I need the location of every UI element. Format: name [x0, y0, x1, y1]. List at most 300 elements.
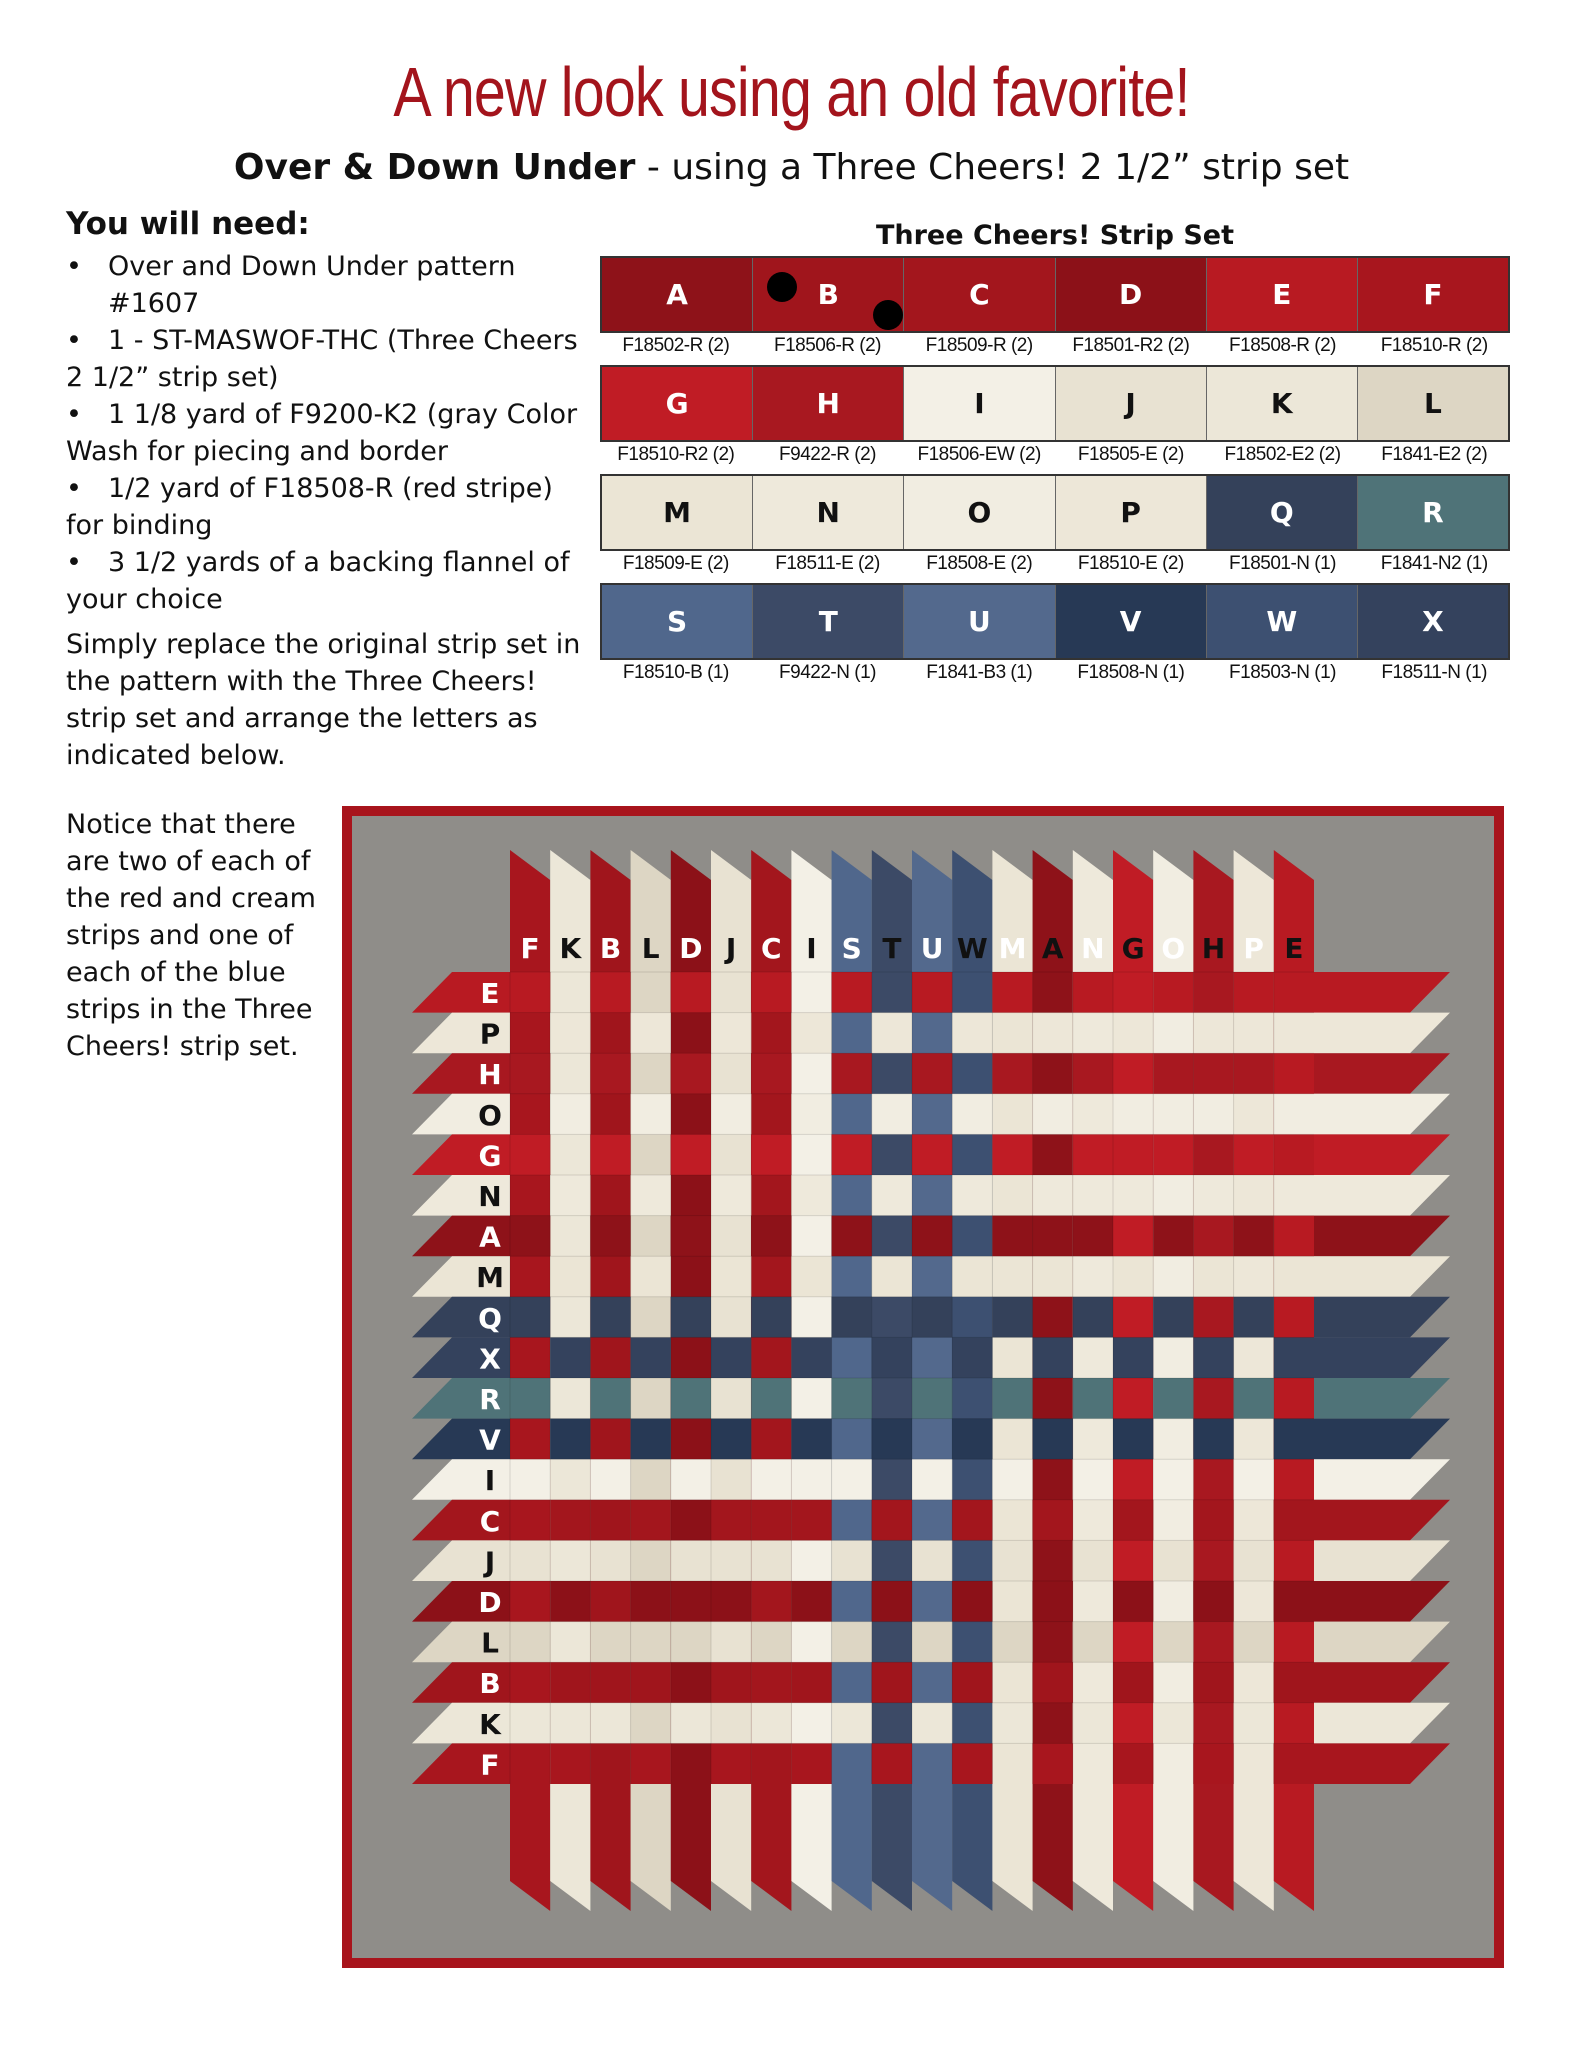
weave-cell — [1234, 1053, 1274, 1094]
weave-cell — [952, 1419, 992, 1460]
row-label: O — [478, 1098, 502, 1132]
fabric-letter: O — [967, 496, 992, 529]
weave-cell — [872, 1013, 912, 1054]
weave-cell — [550, 1094, 590, 1135]
weave-cell — [791, 1337, 831, 1378]
weave-cell — [550, 1013, 590, 1054]
weave-cell — [872, 1419, 912, 1460]
weave-cell — [1153, 1703, 1193, 1744]
weave-cell — [912, 1540, 952, 1581]
row-label: F — [480, 1748, 500, 1782]
headline: A new look using an old favorite! — [393, 53, 1190, 131]
quilt-svg — [342, 806, 1504, 1968]
weave-cell — [791, 1094, 831, 1135]
weave-cell — [1033, 1419, 1073, 1460]
weave-cell — [1153, 1540, 1193, 1581]
fabric-letter: K — [1270, 387, 1293, 420]
weave-cell — [751, 1297, 791, 1338]
column-label: P — [1243, 932, 1264, 965]
weave-cell — [590, 1134, 630, 1175]
weave-cell — [550, 1743, 590, 1784]
fabric-code-row — [600, 335, 1510, 357]
fabric-swatch-j — [1055, 367, 1206, 440]
weave-cell — [1153, 972, 1193, 1013]
column-label: F — [520, 932, 540, 965]
fabric-code: F18511-E (2) — [775, 553, 880, 574]
supply-item — [66, 396, 586, 470]
supply-item — [66, 322, 586, 396]
column-label: L — [641, 932, 660, 965]
fabric-letter: B — [817, 278, 839, 311]
weave-cell — [832, 1540, 872, 1581]
fabric-code-row — [600, 662, 1510, 684]
fabric-letter: J — [1125, 387, 1136, 420]
fabric-swatch-d — [1055, 258, 1206, 331]
weave-cell — [1113, 1743, 1153, 1784]
weave-cell — [751, 1053, 791, 1094]
weave-cell — [1113, 1013, 1153, 1054]
weave-cell — [671, 1378, 711, 1419]
weave-cell — [832, 972, 872, 1013]
fabric-letter: U — [968, 605, 991, 638]
column-label: M — [998, 932, 1027, 965]
fabric-letter: H — [816, 387, 840, 420]
column-label: H — [1201, 932, 1226, 965]
you-will-need-section — [66, 206, 586, 618]
column-label: T — [882, 932, 902, 965]
fabric-letter: W — [1266, 605, 1298, 638]
weave-cell — [1193, 1581, 1233, 1622]
column-label: A — [1041, 932, 1064, 965]
fabric-letter: E — [1272, 278, 1292, 311]
weave-cell — [510, 1459, 550, 1500]
weave-cell — [832, 1297, 872, 1338]
weave-cell — [1113, 1094, 1153, 1135]
fabric-letter: Q — [1269, 496, 1294, 529]
weave-cell — [631, 1337, 671, 1378]
weave-cell — [550, 1662, 590, 1703]
fabric-code: F9422-R (2) — [779, 444, 876, 465]
weave-cell — [952, 1662, 992, 1703]
weave-cell — [872, 1500, 912, 1541]
weave-cell — [671, 1216, 711, 1257]
weave-cell — [1033, 1662, 1073, 1703]
row-label: N — [478, 1180, 502, 1213]
row-label: K — [479, 1707, 501, 1741]
weave-cell — [1033, 1500, 1073, 1541]
weave-cell — [872, 1094, 912, 1135]
weave-cell — [711, 1662, 751, 1703]
instructions-paragraph: Simply replace the original strip set in the pattern with the Three Cheers! strip set and arrange the letters as indicated below. — [66, 629, 581, 771]
weave-cell — [1234, 1540, 1274, 1581]
weave-cell — [1274, 1743, 1314, 1784]
weave-cell — [872, 1256, 912, 1297]
fabric-swatch-m — [602, 476, 752, 549]
weave-cell — [912, 1459, 952, 1500]
fabric-swatch-a — [602, 258, 752, 331]
weave-cell — [912, 1378, 952, 1419]
column-label: I — [806, 932, 817, 965]
weave-cell — [631, 1743, 671, 1784]
row-label: P — [479, 1017, 501, 1051]
fabric-code: F18502-E2 (2) — [1224, 444, 1341, 465]
fabric-swatch-g — [602, 367, 752, 440]
dot-mark — [767, 272, 797, 302]
fabric-swatch-t — [752, 585, 903, 658]
weave-cell — [671, 1459, 711, 1500]
fabric-letter: I — [974, 387, 985, 420]
fabric-code: F18501-R2 (2) — [1072, 335, 1190, 356]
fabric-code: F1841-E2 (2) — [1381, 444, 1488, 465]
weave-cell — [912, 1053, 952, 1094]
fabric-letter: S — [667, 605, 688, 638]
weave-cell — [791, 1175, 831, 1216]
fabric-swatch-n — [752, 476, 903, 549]
column-label: S — [841, 932, 862, 965]
weave-cell — [1274, 1337, 1314, 1378]
row-label: I — [484, 1464, 496, 1498]
weave-cell — [510, 1216, 550, 1257]
weave-cell — [872, 1337, 912, 1378]
fabric-swatch-l — [1357, 367, 1508, 440]
weave-cell — [751, 1540, 791, 1581]
strip-set-grid — [600, 256, 1510, 692]
weave-cell — [631, 1175, 671, 1216]
weave-cell — [1153, 1378, 1193, 1419]
weave-cell — [1234, 1297, 1274, 1338]
weave-cell — [791, 1500, 831, 1541]
dot-mark — [873, 300, 903, 330]
weave-cell — [671, 1540, 711, 1581]
weave-cell — [510, 1622, 550, 1663]
weave-cell — [1153, 1622, 1193, 1663]
weave-cell — [1033, 1256, 1073, 1297]
weave-cell — [711, 1013, 751, 1054]
strip-row — [600, 474, 1510, 551]
weave-cell — [952, 1581, 992, 1622]
fabric-swatch-k — [1206, 367, 1357, 440]
weave-cell — [590, 1703, 630, 1744]
fabric-letter: M — [663, 496, 692, 529]
weave-cell — [1073, 1540, 1113, 1581]
fabric-code: F18501-N (1) — [1229, 553, 1337, 574]
row-label: D — [478, 1586, 502, 1619]
subheading-rest: - using a Three Cheers! 2 1/2” strip set — [635, 147, 1350, 188]
weave-cell — [992, 1297, 1032, 1338]
weave-cell — [1153, 1134, 1193, 1175]
strip-set-title: Three Cheers! Strip Set — [875, 220, 1235, 251]
column-label: B — [599, 932, 622, 965]
weave-cell — [1153, 1297, 1193, 1338]
weave-cell — [671, 1622, 711, 1663]
weave-cell — [1193, 1500, 1233, 1541]
supply-item — [66, 470, 586, 544]
supply-list — [66, 248, 586, 618]
supply-item-line2: your choice — [66, 584, 223, 615]
subheading — [0, 147, 1583, 188]
weave-cell — [912, 1622, 952, 1663]
weave-cell — [671, 1297, 711, 1338]
weave-cell — [1113, 1419, 1153, 1460]
weave-cell — [1234, 1459, 1274, 1500]
weave-cell — [1033, 1743, 1073, 1784]
column-label: K — [559, 932, 582, 965]
fabric-swatch-r — [1357, 476, 1508, 549]
weave-cell — [711, 1419, 751, 1460]
weave-cell — [631, 1094, 671, 1135]
fabric-letter: L — [1424, 387, 1442, 420]
weave-cell — [1073, 1053, 1113, 1094]
fabric-swatch-c — [903, 258, 1054, 331]
fabric-letter: V — [1119, 605, 1142, 638]
weave-cell — [1073, 1622, 1113, 1663]
weave-cell — [992, 1703, 1032, 1744]
weave-cell — [1113, 1581, 1153, 1622]
fabric-letter: N — [816, 496, 840, 529]
fabric-code: F9422-N (1) — [779, 662, 876, 683]
weave-cell — [590, 1378, 630, 1419]
fabric-code: F18503-N (1) — [1229, 662, 1337, 683]
weave-cell — [912, 1216, 952, 1257]
weave-cell — [631, 1419, 671, 1460]
weave-cell — [1193, 1013, 1233, 1054]
weave-cell — [510, 1134, 550, 1175]
weave-cell — [992, 1216, 1032, 1257]
weave-cell — [1073, 1459, 1113, 1500]
row-label: J — [484, 1545, 496, 1579]
fabric-swatch-s — [602, 585, 752, 658]
fabric-letter: D — [1118, 278, 1143, 311]
notice-paragraph: Notice that there are two of each of the red and cream strips and one of each of the blue strips in the Three Cheers! strip set. — [66, 809, 316, 1062]
weave-cell — [671, 1053, 711, 1094]
weave-cell — [832, 1378, 872, 1419]
weave-cell — [791, 1581, 831, 1622]
column-label: G — [1121, 932, 1145, 965]
weave-cell — [912, 1703, 952, 1744]
weave-cell — [510, 972, 550, 1013]
weave-cell — [1113, 1500, 1153, 1541]
weave-cell — [550, 1337, 590, 1378]
weave-cell — [832, 1216, 872, 1257]
weave-cell — [952, 1013, 992, 1054]
weave-cell — [631, 1581, 671, 1622]
weave-cell — [1234, 1378, 1274, 1419]
row-label: Q — [478, 1301, 502, 1335]
fabric-swatch-b — [752, 258, 903, 331]
fabric-letter: F — [1423, 278, 1443, 311]
weave-cell — [1274, 1175, 1314, 1216]
weave-cell — [751, 1622, 791, 1663]
supply-item-line2: for binding — [66, 510, 213, 541]
weave-cell — [550, 1175, 590, 1216]
weave-cell — [1153, 1459, 1193, 1500]
fabric-letter: R — [1422, 496, 1444, 529]
weave-cell — [1193, 1094, 1233, 1135]
fabric-letter: C — [969, 278, 990, 311]
weave-cell — [952, 1743, 992, 1784]
row-label: B — [479, 1667, 501, 1701]
weave-cell — [1193, 1175, 1233, 1216]
column-label: J — [725, 932, 737, 965]
supply-item-line1: 1 1/8 yard of F9200-K2 (gray Color — [108, 399, 578, 430]
fabric-code: F18510-E (2) — [1077, 553, 1184, 574]
weave-cell — [751, 1459, 791, 1500]
weave-cell — [1113, 1256, 1153, 1297]
strip-row — [600, 583, 1510, 660]
weave-cell — [671, 972, 711, 1013]
supply-item-line1: Over and Down Under pattern #1607 — [108, 251, 516, 319]
fabric-code: F18510-R2 (2) — [617, 444, 735, 465]
fabric-code: F1841-B3 (1) — [926, 662, 1033, 683]
weave-cell — [872, 1662, 912, 1703]
supply-item — [66, 544, 586, 618]
weave-cell — [671, 1134, 711, 1175]
weave-cell — [1193, 1743, 1233, 1784]
row-label: L — [481, 1626, 499, 1660]
weave-cell — [1193, 1419, 1233, 1460]
fabric-code: F18506-EW (2) — [917, 444, 1041, 465]
weave-cell — [1033, 1094, 1073, 1135]
weave-cell — [1274, 1094, 1314, 1135]
fabric-letter: A — [666, 278, 688, 311]
row-label: G — [478, 1139, 502, 1173]
supply-item-line1: 3 1/2 yards of a backing flannel of — [108, 547, 570, 578]
fabric-code: F1841-N2 (1) — [1380, 553, 1488, 574]
weave-cell — [992, 1459, 1032, 1500]
weave-cell — [791, 1419, 831, 1460]
fabric-letter: T — [818, 605, 838, 638]
weave-cell — [1193, 1337, 1233, 1378]
column-label: E — [1284, 932, 1304, 965]
fabric-swatch-f — [1357, 258, 1508, 331]
weave-cell — [1073, 1134, 1113, 1175]
weave-cell — [952, 1256, 992, 1297]
weave-cell — [832, 1134, 872, 1175]
weave-cell — [872, 1175, 912, 1216]
fabric-swatch-e — [1206, 258, 1357, 331]
quilt-diagram — [342, 806, 1504, 1968]
fabric-code: F18509-E (2) — [622, 553, 729, 574]
weave-cell — [1153, 1216, 1193, 1257]
weave-cell — [912, 1134, 952, 1175]
weave-cell — [550, 1419, 590, 1460]
weave-cell — [1274, 1581, 1314, 1622]
weave-cell — [510, 1703, 550, 1744]
weave-cell — [791, 1662, 831, 1703]
weave-cell — [510, 1378, 550, 1419]
fabric-letter: P — [1120, 496, 1141, 529]
weave-cell — [1073, 1297, 1113, 1338]
weave-cell — [791, 1743, 831, 1784]
fabric-swatch-o — [903, 476, 1054, 549]
weave-cell — [510, 1540, 550, 1581]
row-label: E — [480, 977, 500, 1010]
weave-cell — [550, 1256, 590, 1297]
weave-cell — [1113, 1175, 1153, 1216]
weave-cell — [1234, 1622, 1274, 1663]
weave-cell — [992, 1622, 1032, 1663]
weave-cell — [1234, 972, 1274, 1013]
fabric-swatch-q — [1206, 476, 1357, 549]
fabric-code-row — [600, 553, 1510, 575]
column-label: N — [1081, 932, 1105, 965]
supply-item-line2: 2 1/2” strip set) — [66, 362, 279, 393]
weave-cell — [751, 972, 791, 1013]
weave-cell — [550, 1581, 590, 1622]
weave-cell — [912, 972, 952, 1013]
weave-cell — [912, 1297, 952, 1338]
weave-cell — [1234, 1703, 1274, 1744]
fabric-code: F18505-E (2) — [1077, 444, 1184, 465]
weave-cell — [590, 972, 630, 1013]
weave-cell — [992, 1134, 1032, 1175]
supply-item-line2: Wash for piecing and border — [66, 436, 448, 467]
weave-cell — [1193, 1256, 1233, 1297]
supply-item-line1: 1/2 yard of F18508-R (red stripe) — [108, 473, 553, 504]
row-label: V — [479, 1423, 501, 1457]
column-label: W — [956, 932, 988, 965]
weave-cell — [631, 1013, 671, 1054]
weave-cell — [751, 1134, 791, 1175]
row-label: X — [479, 1342, 501, 1376]
pattern-name: Over & Down Under — [233, 147, 636, 188]
weave-cell — [751, 1378, 791, 1419]
fabric-code: F18510-R (2) — [1380, 335, 1488, 356]
row-label: M — [476, 1261, 504, 1295]
fabric-code: F18511-N (1) — [1381, 662, 1487, 683]
weave-cell — [1033, 1581, 1073, 1622]
weave-cell — [1113, 1337, 1153, 1378]
weave-cell — [1274, 1013, 1314, 1054]
weave-cell — [711, 1581, 751, 1622]
weave-cell — [711, 1094, 751, 1135]
fabric-code: F18510-B (1) — [622, 662, 729, 683]
weave-cell — [550, 1500, 590, 1541]
supply-item — [66, 248, 586, 322]
weave-cell — [952, 1500, 992, 1541]
weave-cell — [631, 1256, 671, 1297]
weave-cell — [1073, 972, 1113, 1013]
weave-cell — [992, 1540, 1032, 1581]
column-label: C — [761, 932, 782, 965]
strip-row — [600, 365, 1510, 442]
weave-cell — [751, 1216, 791, 1257]
you-will-need-title: You will need: — [66, 206, 310, 242]
fabric-swatch-w — [1206, 585, 1357, 658]
fabric-code-row — [600, 444, 1510, 466]
row-label: C — [479, 1504, 501, 1538]
weave-cell — [590, 1459, 630, 1500]
weave-cell — [751, 1703, 791, 1744]
fabric-swatch-u — [903, 585, 1054, 658]
weave-cell — [952, 1337, 992, 1378]
weave-cell — [1234, 1216, 1274, 1257]
weave-cell — [872, 1581, 912, 1622]
fabric-code: F18508-R (2) — [1229, 335, 1337, 356]
weave-cell — [1274, 1662, 1314, 1703]
weave-cell — [1274, 1500, 1314, 1541]
weave-cell — [631, 1500, 671, 1541]
column-label: U — [920, 932, 944, 965]
weave-cell — [1073, 1703, 1113, 1744]
weave-cell — [992, 1378, 1032, 1419]
weave-cell — [1073, 1378, 1113, 1419]
weave-cell — [1234, 1134, 1274, 1175]
weave-cell — [992, 972, 1032, 1013]
weave-cell — [791, 1013, 831, 1054]
column-label: O — [1161, 932, 1186, 965]
weave-cell — [1153, 1053, 1193, 1094]
